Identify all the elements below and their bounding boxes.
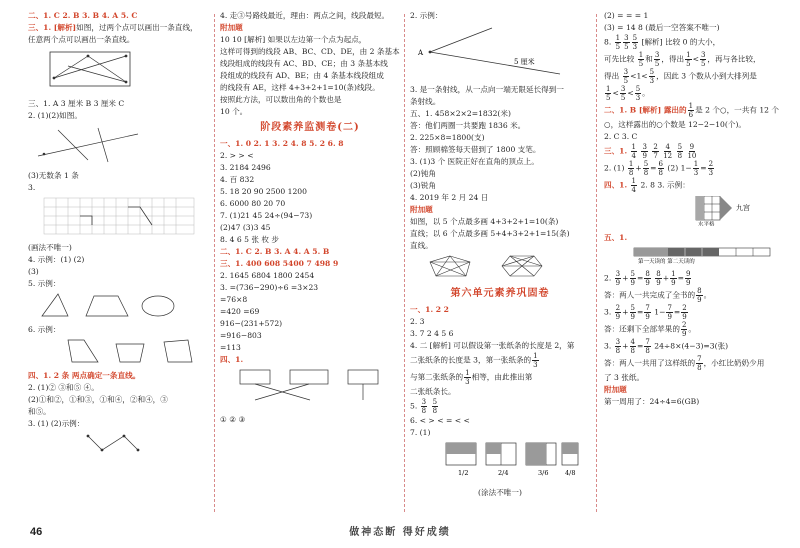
column-divider — [596, 14, 597, 512]
answer-line: (3)无数条 1 条 — [28, 171, 79, 180]
answer-line: 2. — [604, 273, 612, 283]
answer-line: (3)锐角 — [410, 181, 436, 190]
answer-line: =113 — [220, 343, 241, 352]
answer-line: 三、1. [解析] — [28, 23, 77, 32]
answer-line: 7. (1)21 45 24÷(94−73) — [220, 211, 313, 220]
answer-line: 3. =(736−290)÷6 =3×23 — [220, 283, 319, 292]
bar-caption: 第一天读的 第二天读的 — [638, 259, 695, 264]
answer-line: 3. 是一条射线，从一点向一端无限延长得到一 — [410, 85, 564, 94]
answer-line: (3) = 14 8 (最后一空答案不唯一) — [604, 23, 720, 32]
answer-line: [解析] 比较 0 的大小， — [641, 37, 721, 47]
answer-line: 2. 8 3. 示例： — [640, 180, 690, 190]
answer-line: 2. > > < — [220, 151, 254, 160]
answer-line: 4. 2019 年 2 月 24 日 — [410, 193, 489, 202]
answer-line: ① ② ③ — [220, 415, 246, 424]
answer-line: 四、1. — [220, 355, 244, 364]
answer-line: 。 — [642, 88, 650, 98]
answer-line: 3. — [604, 341, 612, 351]
answer-line: 答：两人一共完成了全书的 — [604, 290, 696, 300]
answer-line: 3. — [28, 183, 36, 192]
answer-line: 2. (1)② ③和⑤ ④。 — [28, 383, 99, 392]
section-title: 第六单元素养巩固卷 — [450, 288, 550, 299]
answer-line: ，因此 3 个数从小到大排列是 — [656, 71, 757, 81]
grid-figure — [28, 196, 198, 236]
answer-line: =76×8 — [220, 295, 248, 304]
answer-line: 4. 走③号路线最近，理由：两点之间，线段最短。 — [220, 11, 390, 20]
answer-line: =420 =69 — [220, 307, 260, 316]
answer-line: 这样可得到的线段 AB、BC、CD、DE，由 2 条基本 — [220, 47, 400, 56]
answer-line: (涂法不唯一) — [478, 488, 522, 497]
answer-line: 6. 示例： — [28, 325, 61, 334]
answer-line: 答：照顾棉签每天借到了 1800 支笔。 — [410, 145, 541, 154]
answer-line: 答：他们两圈一共要跑 1836 米。 — [410, 121, 526, 130]
answer-line: 一、1. 2 2 — [410, 305, 449, 314]
answer-line: ，再与各比较， — [707, 54, 761, 64]
answer-line: 了 3 张纸。 — [604, 373, 645, 382]
answer-line: 8. — [604, 37, 612, 47]
answer-line: (画法不唯一) — [28, 243, 72, 252]
answer-line: 线段组成的线段有 AC、BD、CE；由 3 条基本线 — [220, 59, 388, 68]
length-label: 5 厘米 — [514, 58, 535, 66]
grid-label: 九宫 — [736, 204, 750, 212]
answer-line: 916−(231+572) — [220, 319, 283, 328]
answer-line: 二张纸条长。 — [410, 387, 456, 396]
answer-line: 直线。 — [410, 241, 433, 250]
answer-line: 段组成的线段有 AD、BE；由 4 条基本线段组成 — [220, 71, 384, 80]
answer-line: 五、1. 458×2×2=1832(米) — [410, 109, 511, 118]
answer-line: 8. 4 6 5 张 枚 步 — [220, 235, 280, 244]
answer-line: 3. (1) (2)示例： — [28, 419, 85, 428]
svg-text:2/4: 2/4 — [498, 469, 509, 477]
column-divider — [404, 14, 405, 512]
grid-caption: 水平格 — [698, 222, 715, 226]
point-lines-figure — [28, 48, 148, 92]
answer-column-4: (2) = = = 1 (3) = 14 8 (最后一空答案不唯一) 8. $\frac{1}{5}$ $\frac{3}{5}$ $\frac{5}{3}$ [解析] 比较 0 的大小， 可先比较 $\frac{1}{5}$ 和 $\frac{3}{5}$ ，得出 $\frac{1}{5}$ < $\frac{3}{5}$ ，再与各比较， 得出 $\frac{3}{5}$ <1< $\frac{5}{3}$ ，因此 3 个数从小到大排列是 $\frac{1}{5}$ < $\frac{3}{5}$ < $\frac{5}{3}$ 。 二、1. B [解析] 露出的 $\frac{1}{6}$ 是 2 个○，一共有 12 个 ○，这样露出的○个数是 12−2−10(个)。 2. C 3. C 三、1. $\frac{1}{4}$ $\frac{3}{9}$ $\frac{2}{7}$ $\frac{4}{12}$ $\frac{5}{8}$ $\frac{9}{10}$ 2. (1) $\frac{1}{8}$ + $\frac{5}{8}$ = $\frac{6}{8}$ (2) 1− $\frac{1}{3}$ = $\frac{2}{3}$ 四、1. $\frac{1}{4}$ 2. 8 3. 示例： 九宫 水平格 五、1. 第一天读的 第二天读的 2. $\frac{3}{9}$ + $\frac{5}{9}$ = $\frac{8}{9}$ $\frac{8}{9}$ + $\frac{1}{9}$ = $\frac{9}{9}$ 答：两人一共完成了全书的 $\frac{8}{9}$ 。 3. $\frac{2}{9}$ + $\frac{5}{9}$ = $\frac{7}{9}$ 1− $\frac{7}{9}$ = $\frac{2}{9}$ 答：还剩下全部苹果的 $\frac{2}{9}$ 。 3. $\frac{3}{8}$ + $\frac{4}{8}$ = $\frac{7}{8}$ 24÷8×(4−3)=3(张) 答：两人一共用了这样纸的 $\frac{7}{8}$ ，小红比奶奶少用 了 3 张纸。 附加题 第一周用了：24÷4=6(GB) — [604, 10, 784, 518]
answer-line: 一、1. 0 2. 1 3. 2 4. 8 5. 2 6. 8 — [220, 139, 344, 148]
answer-line: 直线；以 6 个点最多画 5+4+3+2+1=15(条) — [410, 229, 570, 238]
answer-line: 3. (1)3 个 医院正好在直角的顶点上。 — [410, 157, 539, 166]
svg-text:4/8: 4/8 — [565, 469, 576, 477]
shapes-figure — [28, 292, 198, 318]
answer-line: 2. C 3. C — [604, 132, 638, 141]
answer-line: 任意两个点可以画出一条直线。 — [28, 35, 135, 44]
answer-line: 2. 1645 6804 1800 2454 — [220, 271, 315, 280]
svg-text:3/6: 3/6 — [538, 469, 549, 477]
column-divider — [214, 14, 215, 512]
answer-line: 三、1. 400 608 5400 7 498 9 — [220, 259, 339, 268]
answer-line: 2. 3 — [410, 317, 425, 326]
svg-text:1/2: 1/2 — [458, 469, 469, 477]
answer-line: 答：还剩下全部苹果的 — [604, 324, 680, 334]
answer-line: 4. 百 832 — [220, 175, 255, 184]
answer-line: 3. 7 2 4 5 6 — [410, 329, 454, 338]
answer-line: 2. 示例： — [410, 11, 443, 20]
answer-line: 二张纸条的长度是 3，第一张纸条的 — [410, 355, 532, 365]
answer-line: 5. 示例： — [28, 279, 61, 288]
answer-line: 二、1. C 2. B 3. A 4. A 5. B — [220, 247, 330, 256]
bonus-tag: 附加题 — [410, 205, 433, 214]
dot-path-figure — [28, 432, 198, 456]
answer-line: (2)47 (3)3 45 — [220, 223, 271, 232]
answer-line: 四、1. 2 条 两点确定一条直线。 — [28, 371, 141, 380]
answer-line: 第一周用了：24÷4=6(GB) — [604, 397, 700, 406]
answer-line: 10 个。 — [220, 107, 248, 116]
answer-line: 24÷8×(4−3)=3(张) — [654, 341, 729, 351]
bonus-tag: 附加题 — [604, 385, 627, 394]
answer-line: 7. (1) — [410, 428, 431, 437]
answer-line: 4. 示例：(1) (2) — [28, 255, 85, 264]
reading-bar-figure — [604, 246, 780, 264]
answer-line: 如图，以 5 个点最多画 4+3+2+1=10(条) — [410, 217, 559, 226]
ray-example-figure — [410, 24, 580, 78]
answer-line: 二、1. C 2. B 3. B 4. A 5. C — [28, 11, 138, 20]
answer-line: 按照此方法，可以数出角的个数也是 — [220, 95, 342, 104]
answer-line: 2. (1)(2)如图。 — [28, 111, 82, 120]
nine-grid-figure — [604, 196, 780, 226]
answer-line: ○，这样露出的○个数是 12−2−10(个)。 — [604, 120, 747, 129]
answer-line: (2) = = = 1 — [604, 11, 649, 20]
footer-slogan: 做神态断 得好成绩 — [349, 527, 451, 538]
point-label: A — [418, 49, 424, 57]
answer-line: =916−803 — [220, 331, 262, 340]
answer-line: 和⑤。 — [28, 407, 51, 416]
answer-line: 的线段有 AE，这样 4+3+2+1=10(条)线段。 — [220, 83, 380, 92]
answer-column-2 — [220, 10, 400, 518]
answer-line: 2. (1) — [604, 163, 625, 173]
matching-figure — [220, 368, 390, 408]
answer-line: 是 2 个○，一共有 12 个 — [695, 105, 780, 115]
answer-line: 五、1. — [604, 233, 628, 242]
answer-line: 5. — [410, 401, 418, 411]
answer-line: 3. 2184 2496 — [220, 163, 271, 172]
answer-line: 6. 6000 80 20 70 — [220, 199, 286, 208]
bonus-tag: 附加题 — [220, 23, 243, 32]
answer-line: (3) — [28, 267, 39, 276]
answer-line: 二、1. B [解析] 露出的 — [604, 105, 687, 115]
star-lines-figure — [410, 254, 580, 278]
answer-line: (2)①和②，①和③，①和④，②和④，③ — [28, 395, 168, 404]
answer-line: 4. 二 [解析] 可以假设第一张纸条的长度是 2，第 — [410, 341, 575, 350]
answer-line: 可先比较 — [604, 54, 635, 64]
answer-line: 5. 18 20 90 2500 1200 — [220, 187, 307, 196]
fraction-shading-figure — [410, 441, 580, 481]
answer-line: 3. — [604, 307, 612, 317]
answer-line: 如图，过两个点可以画出一条直线， — [76, 23, 198, 32]
ray-figure — [28, 124, 148, 164]
answer-line: 10 10 [解析] 如果以左边第一个点为起点， — [220, 35, 367, 44]
answer-line: 三、1. A 3 厘米 B 3 厘米 C — [28, 99, 125, 108]
answer-line: 答：两人一共用了这样纸的 — [604, 358, 696, 368]
answer-line: 三、1. — [604, 146, 628, 156]
answer-line: ，得出 — [661, 54, 685, 64]
answer-line: (2)钝角 — [410, 169, 436, 178]
answer-column-3: 2. 示例： A 5 厘米 3. 是一条射线，从一点向一端无限延长得到一 条射线。 五、1. 458×2×2=1832(米) 答：他们两圈一共要跑 1836 米。 2. 225×8=1800(支) 答：照顾棉签每天借到了 1800 支笔。 3. (1)3 个 医院正好在直角的顶点上。 (2)钝角 (3)锐角 4. 2019 年 2 月 24 日 附加题 如图，以 5 个点最多画 4+3+2+1=10(条) 直线；以 6 个点最多画 5+4+3+2+1=15(条) 直线。 第六单元素养巩固卷 一、1. 2 2 2. 3 3. 7 2 4 5 6 4. 二 [解析] 可以假设第一张纸条的长度是 2，第 二张纸条的长度是 3，第一张纸条的 $\frac{1}{3}$ 与第二张纸条的 $\frac{1}{3}$ 相等，由此推出第 二张纸条长。 5. $\frac{3}{8}$ $\frac{5}{8}$ 6. < > < = < < 7. (1) 1/2 2/4 3/6 4/8 (涂法不唯一) — [410, 10, 590, 518]
answer-line: 四、1. — [604, 180, 628, 190]
quad-figure — [28, 338, 198, 364]
answer-column-1 — [28, 10, 208, 518]
answer-line: 相等，由此推出第 — [471, 372, 533, 382]
answer-line: ，小红比奶奶少用 — [703, 358, 765, 368]
answer-line: (2) — [667, 163, 679, 173]
section-title: 阶段素养监测卷(二) — [260, 122, 360, 133]
page-number: 46 — [30, 526, 43, 538]
answer-line: 与第二张纸条的 — [410, 372, 464, 382]
answer-line: 2. 225×8=1800(支) — [410, 133, 485, 142]
answer-line: 得出 — [604, 71, 620, 81]
answer-line: 条射线。 — [410, 97, 441, 106]
answer-line: 6. < > < = < < — [410, 416, 470, 425]
